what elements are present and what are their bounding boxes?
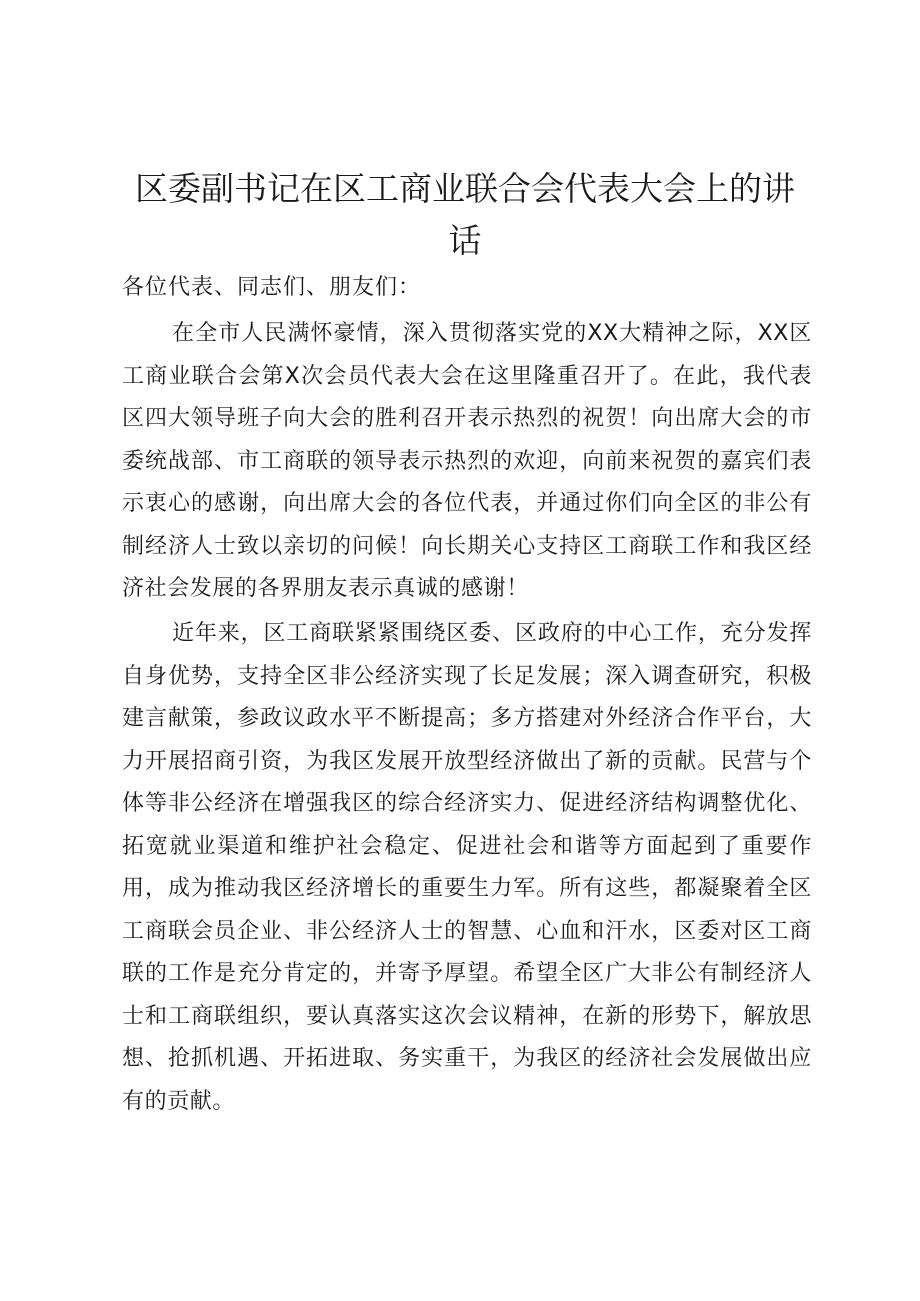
paragraph-1: 在全市人民满怀豪情，深入贯彻落实党的XX大精神之际，XX区工商业联合会第X次会员代表大会在这里隆重召开了。在此，我代表区四大领导班子向大会的胜利召开表示热烈的祝贺！向出席大会的市委统战部、市工商联的领导表示热烈的欢迎，向前来祝贺的嘉宾们表示衷心的感谢，向出席大会的各位代表，并通过你们向全区的非公有制经济人士致以亲切的问候！向长期关心支持区工商联工作和我区经济社会发展的各界朋友表示真诚的感谢！ xyxy=(122,321,812,601)
salutation: 各位代表、同志们、朋友们： xyxy=(122,275,422,300)
document-title: 区委副书记在区工商业联合会代表大会上的讲话 xyxy=(135,169,795,260)
paragraph-2: 近年来，区工商联紧紧围绕区委、区政府的中心工作，充分发挥自身优势，支持全区非公经济实现了长足发展；深入调查研究，积极建言献策，参政议政水平不断提高；多方搭建对外经济合作平台，大力开展招商引资，为我区发展开放型经济做出了新的贡献。民营与个体等非公经济在增强我区的综合经济实力、促进经济结构调整优化、拓宽就业渠道和维护社会稳定、促进社会和谐等方面起到了重要作用，成为推动我区经济增长的重要生力军。所有这些，都凝聚着全区工商联会员企业、非公经济人士的智慧、心血和汗水，区委对区工商联的工作是充分肯定的，并寄予厚望。希望全区广大非公有制经济人士和工商联组织，要认真落实这次会议精神，在新的形势下，解放思想、抢抓机遇、开拓进取、务实重干，为我区的经济社会发展做出应有的贡献。 xyxy=(122,621,812,1114)
